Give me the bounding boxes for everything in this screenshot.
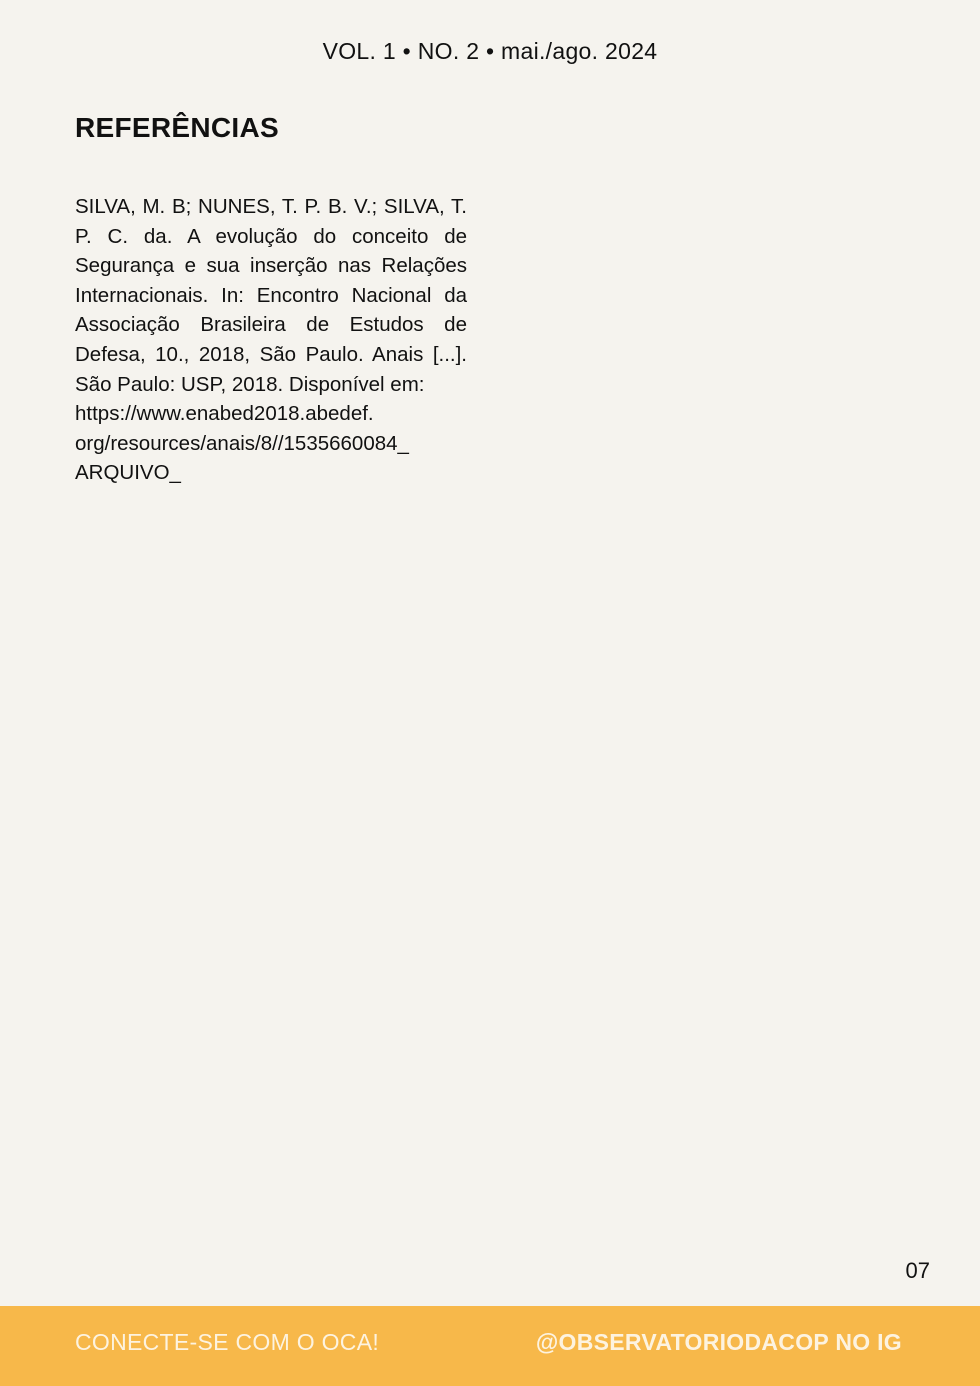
reference-url-line-1[interactable]: https://www.enabed2018.abedef.: [75, 402, 374, 426]
issue-header: VOL. 1 • NO. 2 • mai./ago. 2024: [322, 38, 658, 64]
section-title: REFERÊNCIAS: [75, 112, 279, 143]
references-list: [75, 192, 467, 488]
reference-url-line-3[interactable]: ARQUIVO_: [75, 461, 181, 485]
reference-url-line-2[interactable]: org/resources/anais/8//1535660084_: [75, 431, 409, 455]
footer-bar: [0, 1306, 980, 1386]
reference-text: SILVA, M. B; NUNES, T. P. B. V.; SILVA, T. P. C. da. A evolução do conceito de Segurança e sua inserção nas Relações Internacionais. In: Encontro Nacional da Associação Brasileira de Estudos de Defesa, 10., 2018, São Paulo. Anais [...]. São Paulo: USP, 2018. Disponível em:: [75, 195, 467, 396]
reference-item: [75, 192, 467, 488]
footer-instagram-handle[interactable]: @OBSERVATORIODACOP NO IG: [535, 1329, 902, 1355]
page-number: 07: [905, 1258, 930, 1283]
footer-connect-text: CONECTE-SE COM O OCA!: [75, 1329, 380, 1355]
